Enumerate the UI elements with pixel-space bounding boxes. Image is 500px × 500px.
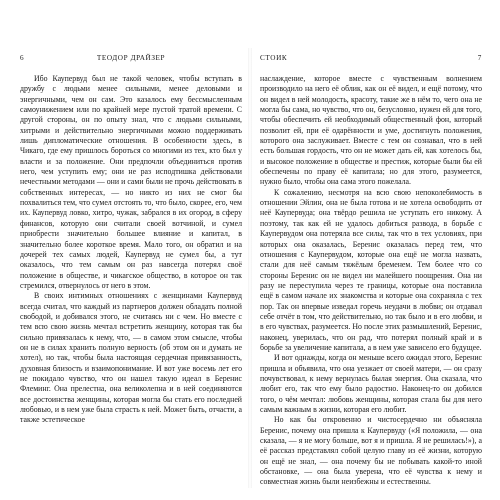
right-page [252,0,500,500]
right-page-number: 7 [477,54,482,62]
left-page-number: 6 [20,54,25,62]
left-page [0,0,248,500]
right-paragraph-3: И вот однажды, когда он меньше всего ожидал этого, Беренис пришла и объявила, что она уезжает от своей матери, — он сразу почувствовал, к нему вернулась былая энергия. Она сказала, что любит его, так что ему было радостно. Наконец-то он добился того, о чём мечтал: любовь женщины, которая стала бы для него самым важным в жизни, которая его любит. [260,353,482,414]
right-running-head [260,54,482,66]
right-paragraph-1: наслаждение, которое вместе с чувственным волнением производило на него её облик, как он её видел, и ещё потому, что он видел в ней молодость, красоту, такие же в нём то, чего она не могла бы сама, но чувство, что он, безусловно, нужен ей для того, чтобы обеспечить ей необходимый общественный фон, который позволит ей, при её одарённости и уме, достигнуть положения, которого она заслуживает. Вместе с тем он сознавал, что в ней есть большая гордость, что он не может дать ей, как хотелось бы, и высокое положение в обществе и престиж, которые были бы ей обеспечены по праву её капитала; но для этого, разумеется, нужно было, чтобы она сама этого пожелала. [260,74,482,187]
right-page-text [260,74,482,488]
left-page-text [20,74,242,426]
left-running-title: ТЕОДОР ДРАЙЗЕР [96,54,166,62]
left-running-head [20,54,242,66]
left-paragraph-1: Ибо Каупервуд был не такой человек, чтобы вступать в дружбу с людьми менее сильными, менее деловыми и энергичными, чем он сам. Это казалось ему бессмысленным самоунижением или по крайней мере пустой тратой времени. С другой стороны, он по опыту знал, что с людьми сильными, хитрыми и действительно энергичными можно поддерживать лишь дипломатические отношения. В особенности здесь, в Чикаго, где ему пришлось бороться со многими из тех, кто был у власти и за положение. Они предпочли объединиться против него, чем уступить ему; они не раз исподтишка действовали нечестными методами — они и сами были не прочь действовать в собственных интересах, — но никто из них не смог бы похвалиться тем, что сумел отстоять то, что было, скорее, его, чем их. Каупервуд ловко, хитро, чужак, забрался в их огород, в сферу финансов, которую они считали своей вотчиной, и сумел приобрести значительно большее влияние и капитал, в значительно более короткое время. Мало того, он обратил и на дочерей тех самых людей, Каупервуд не сумел бы, а тут оказалось, что тем самым он раз навсегда потерял своё положение в обществе, и чикагское общество, в которое он так стремился, отвернулось от него в этом. [20,74,242,290]
left-paragraph-2: В своих интимных отношениях с женщинами Каупервуд всегда считал, что каждый из партнеров должен обладать полной свободой, и добивался этого, не считаясь ни с чем. Но вместе с тем всю свою жизнь мечтал встретить женщину, которая так бы сильно привязалась к нему, что, — в самом этом смысле, чтобы он не в силах хранить полную верность (об этом он и думать не хотел), но так, чтобы была настоящая сердечная привязанность, духовная близость и взаимопонимание. И вот уже восемь лет его не покидало чувство, что он нашел такую идеал в Беренис Флеминг. Она прелестна, она великолепна и в ней соединяются все достоинства женщины, которая могла бы стать его последней любовью, и в нем уже была страсть к ней. Может быть, отчасти, а также эстетическое [20,291,242,425]
right-running-title: СТОИК [260,54,288,62]
right-paragraph-4: Но как бы откровенно и чистосердечно ни объясняла Беренис, почему она пришла к Каупервуду («Я положила, — она сказала, — я не могу больше, вот я и пришла. Я не решилась!»), а её рассказ представлял собой целую главу из её жизни, которую он ещё не знал, — она почему бы не побывать какой-то иной обстановке, — она была уверена, что её чувства к нему и совместная жизнь были неизбежны и естественны. [260,415,482,487]
right-paragraph-2: К сожалению, несмотря на всю свою непоколебимость в отношении Эйлин, она не была готова и не хотела освободить от неё Каупервуда; она твёрдо решила не уступать его никому. А поэтому, так как ей не удалось добиться развода, в борьбе с Каупервудом она потеряла все силы, так что в тех условиях, при которых она оказалась, Беренис оказалась перед тем, что отношения с Каупервудом, которые она ещё не могла назвать, стали для неё самым тяжёлым бременем. Тем более что со стороны Беренис он не видел ни малейшего поощрения. Она ни разу не переступила через те границы, которые она поставила ещё в самом начале их знакомства и которые она сохраняла с тех пор. Так он впервые изведал горечь неудачи в любви; он отдавал себе отчёт в том, что действительно, но так было и в его любви, и в его чувствах, разумеется. Но после этих размышлений, Беренис, наконец, уверилась, что он рад, что потерял полный край и в борьбе за увеличение капитала, а в нем уже зависело его будущее. [260,187,482,352]
